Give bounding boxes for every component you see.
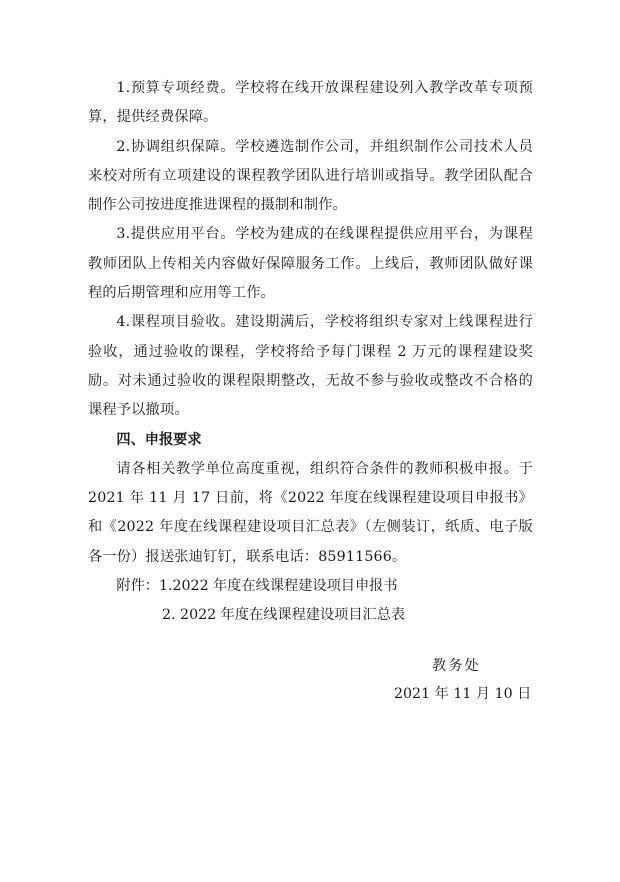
paragraph-budget: 1.预算专项经费。学校将在线开放课程建设列入教学改革专项预算，提供经费保障。 bbox=[88, 80, 533, 126]
attachment-line-1: 附件：1.2022 年度在线课程建设项目申报书 bbox=[116, 578, 398, 595]
section-heading: 四、申报要求 bbox=[116, 431, 202, 448]
document-body bbox=[88, 74, 533, 631]
paragraph-requirements: 请各相关教学单位高度重视，组织符合条件的教师积极申报。于 2021 年 11 月 17 日前，将《2022 年度在线课程建设项目申报书》和《2022 年度在线课程建设项目汇总表》（左侧装订，纸质、电子版各一份）报送张迪钉钉，联系电话：85911566。 bbox=[88, 460, 533, 565]
paragraph-organization: 2.协调组织保障。学校遴选制作公司，并组织制作公司技术人员来校对所有立项建设的课程教学团队进行培训或指导。教学团队配合制作公司按进度推进课程的摄制和制作。 bbox=[88, 138, 533, 214]
attachment-line-2: 2. 2022 年度在线课程建设项目汇总表 bbox=[162, 607, 406, 624]
signature-office: 教务处 bbox=[432, 658, 481, 674]
signature-date: 2021 年 11 月 10 日 bbox=[394, 686, 532, 702]
paragraph-acceptance: 4.课程项目验收。建设期满后，学校将组织专家对上线课程进行验收，通过验收的课程，学校将给予每门课程 2 万元的课程建设奖励。对未通过验收的课程限期整改，无故不参与验收或整改不合格的课程予以撤项。 bbox=[88, 314, 533, 419]
paragraph-platform: 3.提供应用平台。学校为建成的在线课程提供应用平台，为课程教师团队上传相关内容做好保障服务工作。上线后，教师团队做好课程的后期管理和应用等工作。 bbox=[88, 226, 533, 302]
